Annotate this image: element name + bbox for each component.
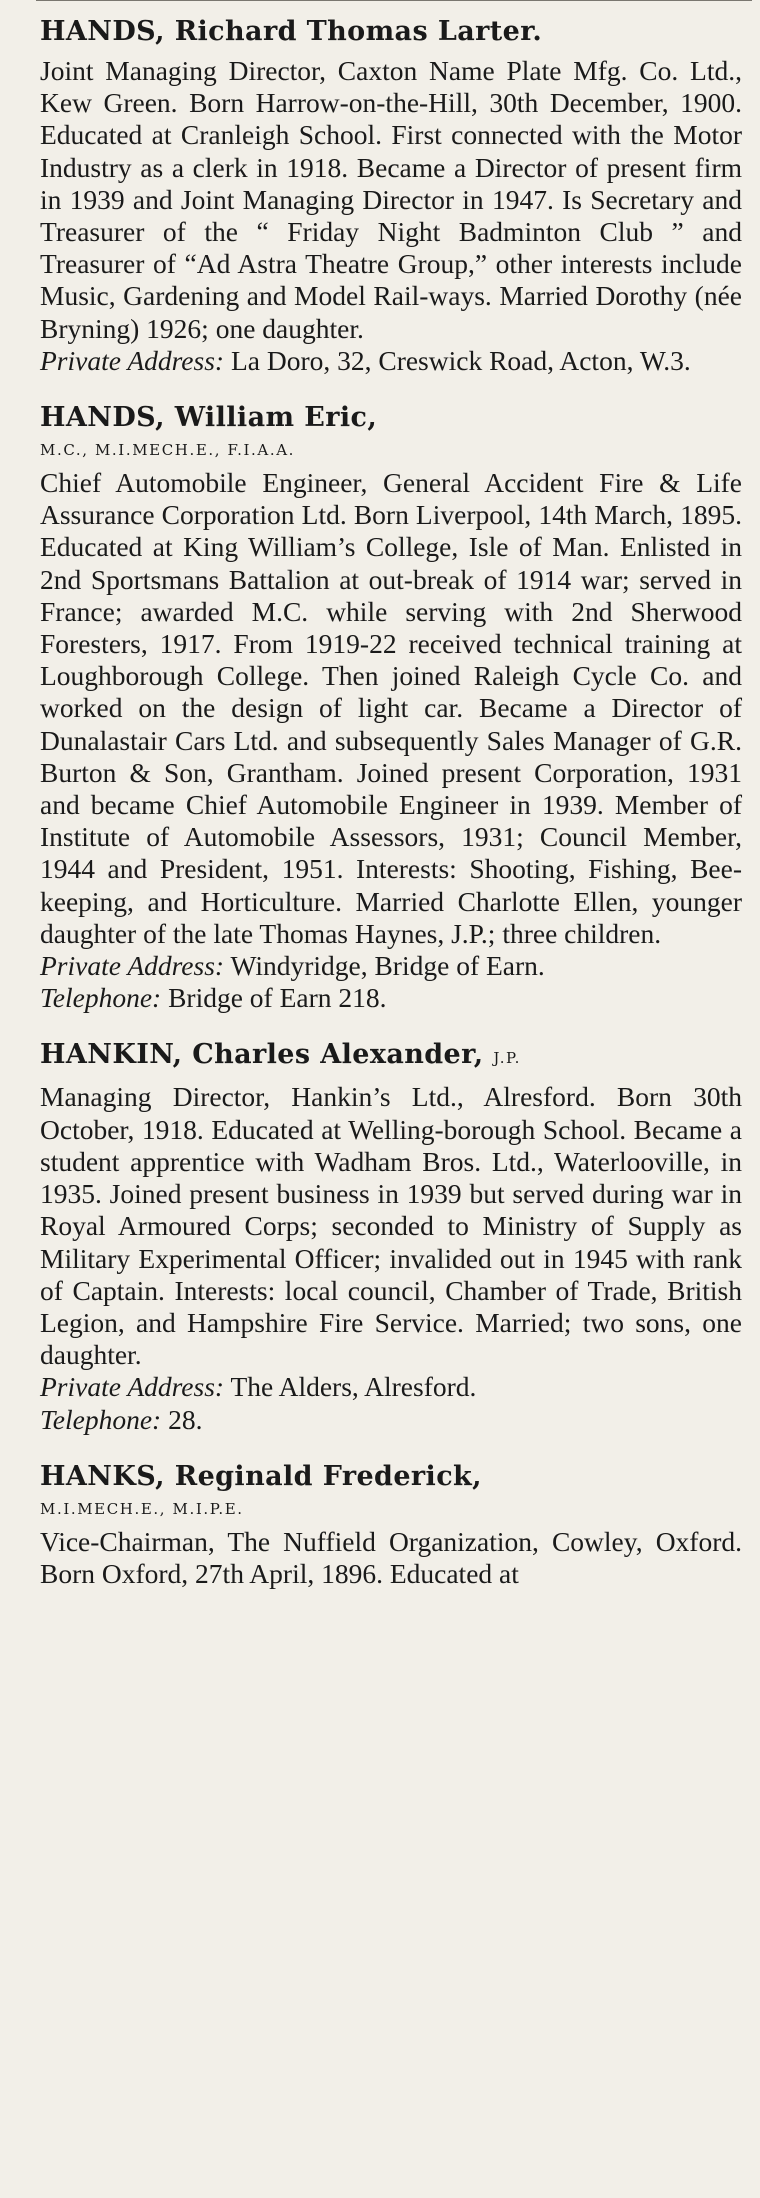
- entry-private-address: [40, 950, 742, 982]
- entry-hands-william: [40, 401, 742, 1014]
- entry-hankin-charles: [40, 1038, 742, 1435]
- private-address-value: The Alders, Alresford.: [230, 1371, 477, 1403]
- telephone-label: Telephone:: [40, 982, 162, 1014]
- telephone-value: Bridge of Earn 218.: [168, 982, 387, 1014]
- entry-name: HANDS, Richard Thomas Larter.: [40, 16, 543, 47]
- entry-telephone: [40, 1404, 742, 1436]
- entry-qualifications: M.C., M.I.MECH.E., F.I.A.A.: [40, 441, 296, 460]
- entry-name: HANKIN, Charles Alexander, J.P.: [40, 1039, 521, 1071]
- top-rule: [36, 0, 752, 1]
- private-address-label: Private Address:: [40, 950, 225, 982]
- private-address-label: Private Address:: [40, 344, 225, 376]
- entry-post-nominal: J.P.: [493, 1049, 521, 1068]
- entry-name: HANKS, Reginald Frederick,: [40, 1460, 482, 1492]
- entry-private-address: [40, 345, 742, 377]
- entry-body: Managing Director, Hankin’s Ltd., Alresford. Born 30th October, 1918. Educated at Welling-borough School. Became a student apprentice with Wadham Bros. Ltd., Waterlooville, in 1935. Joined present business in 1939 but served during war in Royal Armoured Corps; seconded to Ministry of Supply as Military Experimental Officer; invalided out in 1945 with rank of Captain. Interests: local council, Chamber of Trade, British Legion, and Hampshire Fire Service. Married; two sons, one daughter.: [40, 1081, 742, 1371]
- private-address-value: La Doro, 32, Creswick Road, Acton, W.3.: [230, 344, 691, 376]
- entry-name: HANDS, William Eric,: [40, 402, 378, 434]
- entry-hands-richard: [40, 15, 742, 377]
- entry-body: Joint Managing Director, Caxton Name Plate Mfg. Co. Ltd., Kew Green. Born Harrow-on-the-Hill, 30th December, 1900. Educated at Cranleigh School. First connected with the Motor Industry as a clerk in 1918. Became a Director of present firm in 1939 and Joint Managing Director in 1947. Is Secretary and Treasurer of the “ Friday Night Badminton Club ” and Treasurer of “Ad Astra Theatre Group,” other interests include Music, Gardening and Model Rail-ways. Married Dorothy (née Bryning) 1926; one daughter.: [40, 55, 742, 344]
- entry-telephone: [40, 982, 742, 1014]
- entry-body: Vice-Chairman, The Nuffield Organization, Cowley, Oxford. Born Oxford, 27th April, 1896. Educated at: [40, 1525, 742, 1589]
- telephone-label: Telephone:: [40, 1403, 162, 1435]
- entry-hanks-reginald: [40, 1460, 742, 1590]
- telephone-value: 28.: [168, 1403, 203, 1435]
- entry-private-address: [40, 1371, 742, 1403]
- entry-qualifications: M.I.MECH.E., M.I.P.E.: [40, 1499, 244, 1518]
- entry-body: Chief Automobile Engineer, General Accident Fire & Life Assurance Corporation Ltd. Born Liverpool, 14th March, 1895. Educated at King William’s College, Isle of Man. Enlisted in 2nd Sportsmans Battalion at out-break of 1914 war; served in France; awarded M.C. while serving with 2nd Sherwood Foresters, 1917. From 1919-22 received technical training at Loughborough College. Then joined Raleigh Cycle Co. and worked on the design of light car. Became a Director of Dunalastair Cars Ltd. and subsequently Sales Manager of G.R. Burton & Son, Grantham. Joined present Corporation, 1931 and became Chief Automobile Engineer in 1939. Member of Institute of Automobile Assessors, 1931; Council Member, 1944 and President, 1951. Interests: Shooting, Fishing, Bee-keeping, and Horticulture. Married Charlotte Ellen, younger daughter of the late Thomas Haynes, J.P.; three children.: [40, 467, 742, 949]
- private-address-value: Windyridge, Bridge of Earn.: [230, 950, 545, 982]
- private-address-label: Private Address:: [40, 1371, 225, 1403]
